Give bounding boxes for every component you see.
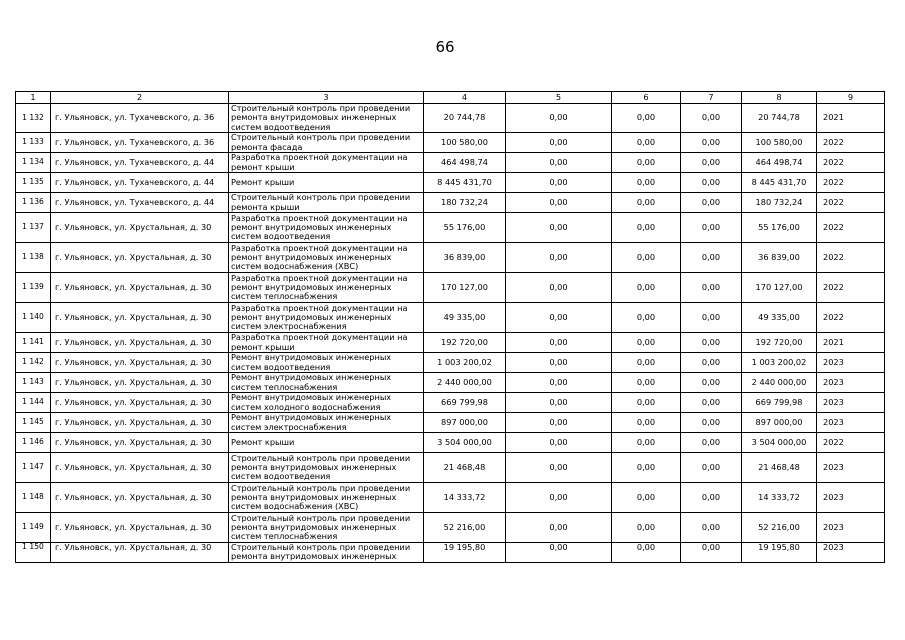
cost-cell: 36 839,00 xyxy=(424,243,506,273)
address-cell: г. Ульяновск, ул. Хрустальная, д. 30 xyxy=(51,213,229,243)
table-row xyxy=(16,513,885,543)
total-cell: 3 504 000,00 xyxy=(742,433,817,453)
value-cell: 0,00 xyxy=(506,193,612,213)
work-type-cell: Разработка проектной документации на ремонт внутридомовых инженерных систем водоснабжения (ХВС) xyxy=(229,243,424,273)
value-cell: 0,00 xyxy=(681,104,742,133)
value-cell: 0,00 xyxy=(612,543,681,563)
column-header: 9 xyxy=(817,92,885,104)
cost-cell: 49 335,00 xyxy=(424,303,506,333)
work-type-cell: Разработка проектной документации на ремонт внутридомовых инженерных систем электроснабжения xyxy=(229,303,424,333)
value-cell: 0,00 xyxy=(506,393,612,413)
year-cell: 2022 xyxy=(817,133,885,153)
value-cell: 0,00 xyxy=(681,243,742,273)
total-cell: 49 335,00 xyxy=(742,303,817,333)
value-cell: 0,00 xyxy=(506,333,612,353)
table-row xyxy=(16,373,885,393)
row-number-cell: 1 134 xyxy=(16,153,51,173)
value-cell: 0,00 xyxy=(612,153,681,173)
work-type-cell: Разработка проектной документации на ремонт внутридомовых инженерных систем теплоснабжения xyxy=(229,273,424,303)
table-row xyxy=(16,393,885,413)
address-cell: г. Ульяновск, ул. Тухачевского, д. 44 xyxy=(51,153,229,173)
table-row xyxy=(16,273,885,303)
row-number-cell: 1 140 xyxy=(16,303,51,333)
total-cell: 52 216,00 xyxy=(742,513,817,543)
work-type-cell: Ремонт внутридомовых инженерных систем водоотведения xyxy=(229,353,424,373)
address-cell: г. Ульяновск, ул. Тухачевского, д. 44 xyxy=(51,193,229,213)
cost-cell: 170 127,00 xyxy=(424,273,506,303)
cost-cell: 180 732,24 xyxy=(424,193,506,213)
year-cell: 2022 xyxy=(817,153,885,173)
total-cell: 1 003 200,02 xyxy=(742,353,817,373)
address-cell: г. Ульяновск, ул. Тухачевского, д. 44 xyxy=(51,173,229,193)
work-type-cell: Строительный контроль при проведении ремонта внутридомовых инженерных систем водоснабжения (ХВС) xyxy=(229,483,424,513)
value-cell: 0,00 xyxy=(612,133,681,153)
value-cell: 0,00 xyxy=(612,513,681,543)
table-row xyxy=(16,193,885,213)
value-cell: 0,00 xyxy=(506,433,612,453)
header-row xyxy=(16,92,885,104)
table-body xyxy=(16,104,885,563)
cost-cell: 192 720,00 xyxy=(424,333,506,353)
value-cell: 0,00 xyxy=(681,333,742,353)
value-cell: 0,00 xyxy=(612,453,681,483)
value-cell: 0,00 xyxy=(612,303,681,333)
total-cell: 669 799,98 xyxy=(742,393,817,413)
value-cell: 0,00 xyxy=(506,133,612,153)
value-cell: 0,00 xyxy=(506,453,612,483)
total-cell: 55 176,00 xyxy=(742,213,817,243)
address-cell: г. Ульяновск, ул. Хрустальная, д. 30 xyxy=(51,393,229,413)
address-cell: г. Ульяновск, ул. Хрустальная, д. 30 xyxy=(51,413,229,433)
value-cell: 0,00 xyxy=(681,133,742,153)
table-row xyxy=(16,153,885,173)
year-cell: 2022 xyxy=(817,433,885,453)
cost-cell: 21 468,48 xyxy=(424,453,506,483)
total-cell: 2 440 000,00 xyxy=(742,373,817,393)
value-cell: 0,00 xyxy=(612,483,681,513)
table-row xyxy=(16,543,885,563)
value-cell: 0,00 xyxy=(506,153,612,173)
value-cell: 0,00 xyxy=(681,483,742,513)
table-row xyxy=(16,433,885,453)
row-number-cell: 1 144 xyxy=(16,393,51,413)
row-number-cell: 1 142 xyxy=(16,353,51,373)
cost-cell: 2 440 000,00 xyxy=(424,373,506,393)
address-cell: г. Ульяновск, ул. Тухачевского, д. 36 xyxy=(51,104,229,133)
row-number-cell: 1 148 xyxy=(16,483,51,513)
row-number-cell: 1 145 xyxy=(16,413,51,433)
cost-cell: 19 195,80 xyxy=(424,543,506,563)
total-cell: 19 195,80 xyxy=(742,543,817,563)
total-cell: 8 445 431,70 xyxy=(742,173,817,193)
address-cell: г. Ульяновск, ул. Хрустальная, д. 30 xyxy=(51,433,229,453)
value-cell: 0,00 xyxy=(612,393,681,413)
value-cell: 0,00 xyxy=(612,353,681,373)
year-cell: 2023 xyxy=(817,353,885,373)
value-cell: 0,00 xyxy=(506,543,612,563)
year-cell: 2023 xyxy=(817,453,885,483)
total-cell: 100 580,00 xyxy=(742,133,817,153)
address-cell: г. Ульяновск, ул. Хрустальная, д. 30 xyxy=(51,273,229,303)
column-header: 3 xyxy=(229,92,424,104)
total-cell: 21 468,48 xyxy=(742,453,817,483)
year-cell: 2023 xyxy=(817,483,885,513)
row-number-cell: 1 138 xyxy=(16,243,51,273)
value-cell: 0,00 xyxy=(612,333,681,353)
cost-cell: 20 744,78 xyxy=(424,104,506,133)
value-cell: 0,00 xyxy=(612,193,681,213)
column-header: 2 xyxy=(51,92,229,104)
row-number-cell: 1 146 xyxy=(16,433,51,453)
table-row xyxy=(16,453,885,483)
value-cell: 0,00 xyxy=(506,273,612,303)
work-type-cell: Строительный контроль при проведении ремонта внутридомовых инженерных систем теплоснабжения xyxy=(229,513,424,543)
cost-cell: 1 003 200,02 xyxy=(424,353,506,373)
value-cell: 0,00 xyxy=(506,104,612,133)
value-cell: 0,00 xyxy=(681,513,742,543)
row-number-cell: 1 135 xyxy=(16,173,51,193)
value-cell: 0,00 xyxy=(681,193,742,213)
cost-cell: 464 498,74 xyxy=(424,153,506,173)
total-cell: 170 127,00 xyxy=(742,273,817,303)
row-number-cell: 1 132 xyxy=(16,104,51,133)
address-cell: г. Ульяновск, ул. Хрустальная, д. 30 xyxy=(51,333,229,353)
column-header: 7 xyxy=(681,92,742,104)
year-cell: 2023 xyxy=(817,393,885,413)
value-cell: 0,00 xyxy=(506,513,612,543)
value-cell: 0,00 xyxy=(612,413,681,433)
cost-cell: 55 176,00 xyxy=(424,213,506,243)
total-cell: 14 333,72 xyxy=(742,483,817,513)
work-type-cell: Ремонт внутридомовых инженерных систем теплоснабжения xyxy=(229,373,424,393)
value-cell: 0,00 xyxy=(612,373,681,393)
table-row xyxy=(16,243,885,273)
year-cell: 2023 xyxy=(817,373,885,393)
table-row xyxy=(16,303,885,333)
work-type-cell: Ремонт крыши xyxy=(229,433,424,453)
cost-cell: 3 504 000,00 xyxy=(424,433,506,453)
table-row xyxy=(16,353,885,373)
value-cell: 0,00 xyxy=(681,273,742,303)
row-number-cell: 1 139 xyxy=(16,273,51,303)
cost-cell: 669 799,98 xyxy=(424,393,506,413)
row-number-cell: 1 147 xyxy=(16,453,51,483)
capital-repair-table xyxy=(15,91,885,563)
year-cell: 2022 xyxy=(817,213,885,243)
work-type-cell: Строительный контроль при проведении ремонта внутридомовых инженерных систем водоотведения xyxy=(229,453,424,483)
total-cell: 192 720,00 xyxy=(742,333,817,353)
year-cell: 2021 xyxy=(817,104,885,133)
value-cell: 0,00 xyxy=(506,353,612,373)
year-cell: 2021 xyxy=(817,333,885,353)
value-cell: 0,00 xyxy=(681,173,742,193)
row-number-cell: 1 143 xyxy=(16,373,51,393)
value-cell: 0,00 xyxy=(612,433,681,453)
year-cell: 2023 xyxy=(817,513,885,543)
value-cell: 0,00 xyxy=(681,543,742,563)
column-number-header xyxy=(16,92,885,104)
work-type-cell: Строительный контроль при проведении ремонта внутридомовых инженерных xyxy=(229,543,424,563)
total-cell: 36 839,00 xyxy=(742,243,817,273)
value-cell: 0,00 xyxy=(681,433,742,453)
address-cell: г. Ульяновск, ул. Хрустальная, д. 30 xyxy=(51,453,229,483)
column-header: 1 xyxy=(16,92,51,104)
cost-cell: 8 445 431,70 xyxy=(424,173,506,193)
cost-cell: 897 000,00 xyxy=(424,413,506,433)
year-cell: 2022 xyxy=(817,273,885,303)
work-type-cell: Строительный контроль при проведении ремонта внутридомовых инженерных систем водоотведения xyxy=(229,104,424,133)
year-cell: 2022 xyxy=(817,173,885,193)
value-cell: 0,00 xyxy=(681,353,742,373)
value-cell: 0,00 xyxy=(612,213,681,243)
column-header: 5 xyxy=(506,92,612,104)
work-type-cell: Ремонт внутридомовых инженерных систем холодного водоснабжения xyxy=(229,393,424,413)
value-cell: 0,00 xyxy=(506,303,612,333)
value-cell: 0,00 xyxy=(612,173,681,193)
value-cell: 0,00 xyxy=(681,303,742,333)
year-cell: 2022 xyxy=(817,193,885,213)
row-number-cell: 1 133 xyxy=(16,133,51,153)
address-cell: г. Ульяновск, ул. Хрустальная, д. 30 xyxy=(51,243,229,273)
value-cell: 0,00 xyxy=(506,213,612,243)
address-cell: г. Ульяновск, ул. Хрустальная, д. 30 xyxy=(51,353,229,373)
year-cell: 2022 xyxy=(817,243,885,273)
work-type-cell: Ремонт внутридомовых инженерных систем электроснабжения xyxy=(229,413,424,433)
table-row xyxy=(16,413,885,433)
value-cell: 0,00 xyxy=(506,483,612,513)
total-cell: 464 498,74 xyxy=(742,153,817,173)
table-row xyxy=(16,213,885,243)
address-cell: г. Ульяновск, ул. Хрустальная, д. 30 xyxy=(51,303,229,333)
year-cell: 2023 xyxy=(817,413,885,433)
table-row xyxy=(16,104,885,133)
work-type-cell: Строительный контроль при проведении ремонта фасада xyxy=(229,133,424,153)
value-cell: 0,00 xyxy=(681,373,742,393)
value-cell: 0,00 xyxy=(612,243,681,273)
cost-cell: 14 333,72 xyxy=(424,483,506,513)
page-number: 66 xyxy=(435,38,455,56)
total-cell: 20 744,78 xyxy=(742,104,817,133)
cost-cell: 52 216,00 xyxy=(424,513,506,543)
cost-cell: 100 580,00 xyxy=(424,133,506,153)
address-cell: г. Ульяновск, ул. Тухачевского, д. 36 xyxy=(51,133,229,153)
value-cell: 0,00 xyxy=(506,243,612,273)
address-cell: г. Ульяновск, ул. Хрустальная, д. 30 xyxy=(51,543,229,563)
column-header: 4 xyxy=(424,92,506,104)
work-type-cell: Разработка проектной документации на ремонт крыши xyxy=(229,153,424,173)
year-cell: 2022 xyxy=(817,303,885,333)
value-cell: 0,00 xyxy=(681,413,742,433)
table-row xyxy=(16,173,885,193)
row-number-cell: 1 141 xyxy=(16,333,51,353)
address-cell: г. Ульяновск, ул. Хрустальная, д. 30 xyxy=(51,483,229,513)
column-header: 6 xyxy=(612,92,681,104)
value-cell: 0,00 xyxy=(506,173,612,193)
table-row xyxy=(16,333,885,353)
value-cell: 0,00 xyxy=(681,393,742,413)
address-cell: г. Ульяновск, ул. Хрустальная, д. 30 xyxy=(51,513,229,543)
row-number-cell: 1 150 xyxy=(16,543,51,563)
value-cell: 0,00 xyxy=(506,413,612,433)
row-number-cell: 1 136 xyxy=(16,193,51,213)
value-cell: 0,00 xyxy=(681,213,742,243)
column-header: 8 xyxy=(742,92,817,104)
table-row xyxy=(16,133,885,153)
work-type-cell: Разработка проектной документации на ремонт внутридомовых инженерных систем водоотведения xyxy=(229,213,424,243)
work-type-cell: Ремонт крыши xyxy=(229,173,424,193)
table-row xyxy=(16,483,885,513)
row-number-cell: 1 149 xyxy=(16,513,51,543)
value-cell: 0,00 xyxy=(681,453,742,483)
total-cell: 897 000,00 xyxy=(742,413,817,433)
value-cell: 0,00 xyxy=(612,273,681,303)
value-cell: 0,00 xyxy=(612,104,681,133)
row-number-cell: 1 137 xyxy=(16,213,51,243)
work-type-cell: Строительный контроль при проведении ремонта крыши xyxy=(229,193,424,213)
total-cell: 180 732,24 xyxy=(742,193,817,213)
value-cell: 0,00 xyxy=(681,153,742,173)
value-cell: 0,00 xyxy=(506,373,612,393)
work-type-cell: Разработка проектной документации на ремонт крыши xyxy=(229,333,424,353)
address-cell: г. Ульяновск, ул. Хрустальная, д. 30 xyxy=(51,373,229,393)
year-cell: 2023 xyxy=(817,543,885,563)
